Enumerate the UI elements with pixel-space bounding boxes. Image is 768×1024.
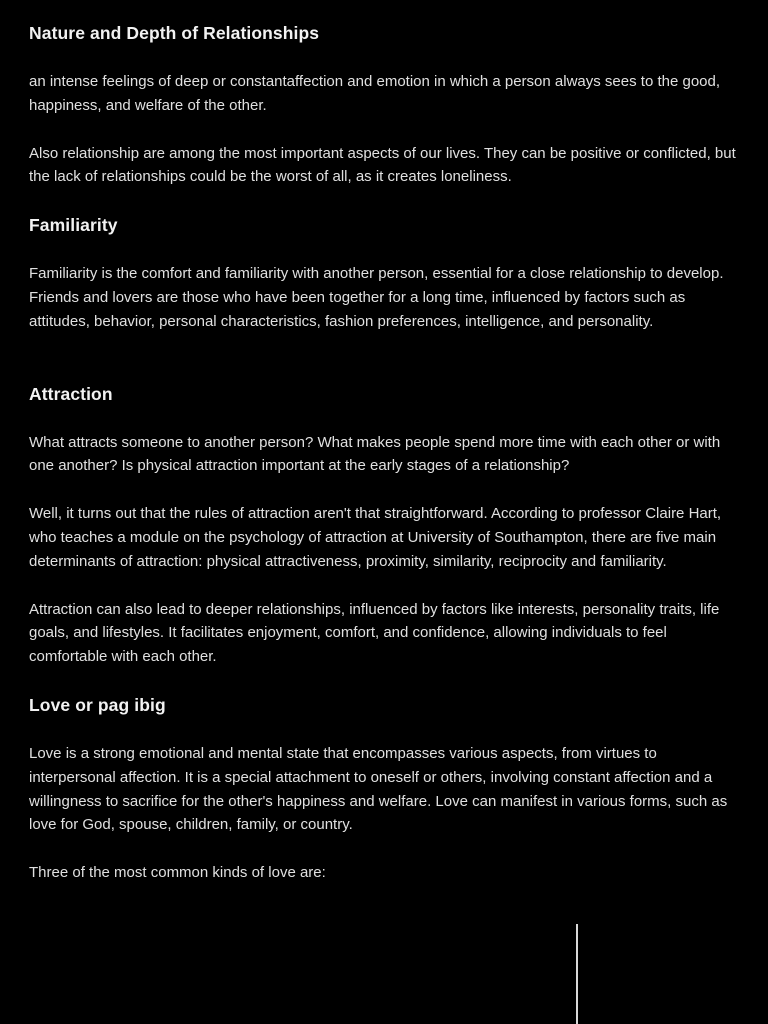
paragraph-nature-definition: an intense feelings of deep or constantaffection and emotion in which a person always sees to the good, happiness, and welfare of the other.	[29, 73, 721, 114]
document-body	[29, 20, 745, 885]
section-title-familiarity: Familiarity	[29, 215, 118, 236]
paragraph-attraction-rules: Well, it turns out that the rules of attraction aren't that straightforward. According to professor Claire Hart, who teaches a module on the psychology of attraction at University of Southampton, there are five main determinants of attraction: physical attractiveness, proximity, similarity, reciprocity and familiarity.	[29, 505, 722, 570]
section-title-love: Love or pag ibig	[29, 694, 166, 715]
section-title-nature: Nature and Depth of Relationships	[29, 23, 320, 43]
text-cursor-line	[576, 924, 578, 1024]
paragraph-attraction-questions: What attracts someone to another person? What makes people spend more time with each other or with one another? Is physical attraction important at the early stages of a relationship?	[29, 433, 721, 475]
paragraph-love-kinds-intro: Three of the most common kinds of love are:	[29, 864, 326, 882]
paragraph-familiarity: Familiarity is the comfort and familiarity with another person, essential for a close relationship to develop. Friends and lovers are those who have been together for a long time, influenced by factors such as attitudes, behavior, personal characteristics, fashion preferences, intelligence, and personality.	[29, 265, 724, 330]
section-title-attraction: Attraction	[29, 383, 113, 404]
paragraph-love-definition: Love is a strong emotional and mental state that encompasses various aspects, from virtues to interpersonal affection. It is a special attachment to oneself or others, involving constant affection and a willingness to sacrifice for the other's happiness and welfare. Love can manifest in various forms, such as love for God, spouse, children, family, or country.	[29, 744, 728, 834]
paragraph-nature-importance: Also relationship are among the most important aspects of our lives. They can be positive or conflicted, but the lack of relationships could be the worst of all, as it creates loneliness.	[29, 144, 736, 186]
paragraph-attraction-deeper: Attraction can also lead to deeper relationships, influenced by factors like interests, personality traits, life goals, and lifestyles. It facilitates enjoyment, comfort, and confidence, allowing individuals to feel comfortable with each other.	[29, 600, 720, 666]
